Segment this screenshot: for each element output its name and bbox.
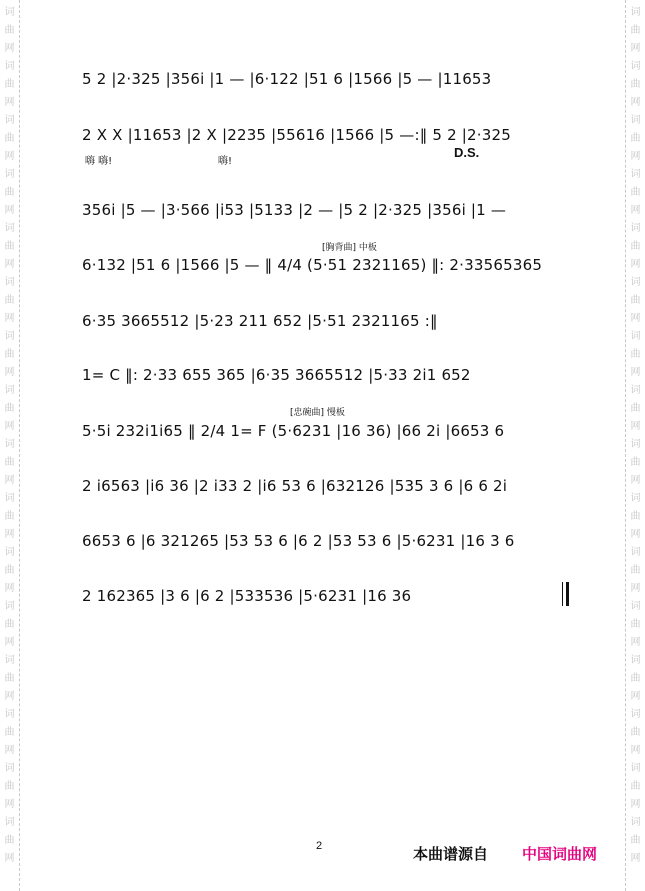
watermark-char: 曲 <box>630 673 641 684</box>
section-label-2: [忠碗曲] 慢板 <box>290 408 345 418</box>
watermark-char: 网 <box>4 151 15 162</box>
footer-site-name: 中国词曲网 <box>522 845 598 863</box>
watermark-char: 词 <box>4 493 15 504</box>
watermark-char: 曲 <box>630 835 641 846</box>
watermark-char: 曲 <box>630 781 641 792</box>
watermark-char: 网 <box>4 529 15 540</box>
watermark-char: 网 <box>630 799 641 810</box>
final-barline-thick <box>566 582 569 606</box>
watermark-char: 曲 <box>4 241 15 252</box>
watermark-char: 词 <box>4 223 15 234</box>
watermark-char: 网 <box>4 43 15 54</box>
watermark-char: 词 <box>630 709 641 720</box>
watermark-char: 网 <box>4 745 15 756</box>
watermark-char: 词 <box>630 439 641 450</box>
score-line-10: 2 162365 |3 6 |6 2 |533536 |5·6231 |16 36 <box>82 587 412 605</box>
watermark-char: 网 <box>630 853 641 864</box>
watermark-char: 曲 <box>4 511 15 522</box>
watermark-char: 词 <box>630 763 641 774</box>
watermark-char: 词 <box>4 115 15 126</box>
watermark-char: 网 <box>4 313 15 324</box>
score-line-2: 2 X X |11653 |2 X |2235 |55616 |1566 |5 —:‖ 5 2 |2·325 <box>82 126 511 144</box>
watermark-char: 网 <box>630 43 641 54</box>
score-line-5: 6·35 3665512 |5·23 211 652 |5·51 2321165 :‖ <box>82 312 438 330</box>
watermark-char: 词 <box>630 277 641 288</box>
watermark-char: 网 <box>630 367 641 378</box>
watermark-char: 网 <box>630 745 641 756</box>
watermark-char: 曲 <box>630 619 641 630</box>
watermark-char: 曲 <box>4 403 15 414</box>
watermark-char: 曲 <box>630 79 641 90</box>
watermark-char: 曲 <box>630 457 641 468</box>
watermark-char: 词 <box>4 331 15 342</box>
score-line-3: 356i |5 — |3·566 |i53 |5133 |2 — |5 2 |2·325 |356i |1 — <box>82 201 507 219</box>
watermark-char: 网 <box>4 799 15 810</box>
lyric-hai: 嗨! <box>218 156 233 167</box>
watermark-char: 网 <box>630 205 641 216</box>
watermark-char: 网 <box>4 853 15 864</box>
watermark-char: 词 <box>4 547 15 558</box>
watermark-char: 曲 <box>4 673 15 684</box>
watermark-char: 词 <box>4 439 15 450</box>
score-line-7: 5·5i 232i1i65 ‖ 2/4 1= F (5·6231 |16 36) |66 2i |6653 6 <box>82 422 505 440</box>
watermark-char: 网 <box>4 205 15 216</box>
watermark-char: 网 <box>630 313 641 324</box>
watermark-char: 网 <box>630 637 641 648</box>
watermark-char: 词 <box>630 223 641 234</box>
watermark-char: 曲 <box>4 835 15 846</box>
watermark-char: 词 <box>630 169 641 180</box>
watermark-char: 网 <box>630 421 641 432</box>
watermark-char: 词 <box>630 61 641 72</box>
right-watermark-strip <box>625 0 645 891</box>
watermark-char: 网 <box>4 259 15 270</box>
watermark-char: 词 <box>630 115 641 126</box>
watermark-char: 曲 <box>4 781 15 792</box>
watermark-char: 词 <box>4 7 15 18</box>
watermark-char: 曲 <box>630 187 641 198</box>
watermark-char: 网 <box>630 475 641 486</box>
watermark-char: 网 <box>630 529 641 540</box>
score-line-9: 6653 6 |6 321265 |53 53 6 |6 2 |53 53 6 |5·6231 |16 3 6 <box>82 532 515 550</box>
watermark-char: 曲 <box>630 403 641 414</box>
watermark-char: 词 <box>630 817 641 828</box>
watermark-char: 网 <box>4 583 15 594</box>
ds-mark: D.S. <box>454 145 480 160</box>
watermark-char: 词 <box>4 61 15 72</box>
watermark-char: 词 <box>4 169 15 180</box>
watermark-char: 词 <box>630 655 641 666</box>
watermark-char: 词 <box>4 601 15 612</box>
watermark-char: 曲 <box>630 349 641 360</box>
footer-source-label: 本曲谱源自 <box>413 845 489 863</box>
watermark-char: 网 <box>630 97 641 108</box>
watermark-char: 网 <box>630 691 641 702</box>
watermark-char: 词 <box>4 763 15 774</box>
watermark-char: 网 <box>4 97 15 108</box>
score-line-1: 5 2 |2·325 |356i |1 — |6·122 |51 6 |1566 |5 — |11653 <box>82 70 492 88</box>
watermark-char: 网 <box>630 259 641 270</box>
page-number: 2 <box>316 840 323 852</box>
section-label-1: [胸背曲] 中板 <box>322 243 377 253</box>
watermark-char: 曲 <box>4 457 15 468</box>
watermark-char: 词 <box>4 709 15 720</box>
watermark-char: 词 <box>630 385 641 396</box>
watermark-char: 曲 <box>4 565 15 576</box>
watermark-char: 网 <box>4 367 15 378</box>
score-line-8: 2 i6563 |i6 36 |2 i33 2 |i6 53 6 |632126 |535 3 6 |6 6 2i <box>82 477 508 495</box>
watermark-char: 曲 <box>4 25 15 36</box>
watermark-char: 网 <box>630 583 641 594</box>
final-barline-thin <box>562 582 563 606</box>
lyric-hai-hai: 嗨 嗨! <box>85 156 113 167</box>
score-line-4: 6·132 |51 6 |1566 |5 — ‖ 4/4 (5·51 2321165) ‖: 2·33565365 <box>82 256 543 274</box>
watermark-char: 曲 <box>4 349 15 360</box>
watermark-char: 词 <box>4 277 15 288</box>
watermark-char: 词 <box>630 331 641 342</box>
score-line-6: 1= C ‖: 2·33 655 365 |6·35 3665512 |5·33 2i1 652 <box>82 366 471 384</box>
watermark-char: 网 <box>4 421 15 432</box>
watermark-char: 网 <box>4 475 15 486</box>
watermark-char: 曲 <box>630 565 641 576</box>
watermark-char: 曲 <box>630 727 641 738</box>
watermark-char: 曲 <box>630 295 641 306</box>
watermark-char: 曲 <box>4 187 15 198</box>
watermark-char: 网 <box>4 691 15 702</box>
watermark-char: 词 <box>630 7 641 18</box>
watermark-char: 词 <box>630 547 641 558</box>
watermark-char: 曲 <box>630 25 641 36</box>
watermark-char: 曲 <box>4 79 15 90</box>
watermark-char: 曲 <box>4 133 15 144</box>
watermark-char: 词 <box>4 385 15 396</box>
watermark-char: 词 <box>630 493 641 504</box>
watermark-char: 网 <box>4 637 15 648</box>
watermark-char: 词 <box>4 817 15 828</box>
watermark-char: 曲 <box>630 511 641 522</box>
watermark-char: 曲 <box>630 241 641 252</box>
watermark-char: 词 <box>4 655 15 666</box>
watermark-char: 曲 <box>630 133 641 144</box>
watermark-char: 网 <box>630 151 641 162</box>
watermark-char: 词 <box>630 601 641 612</box>
watermark-char: 曲 <box>4 295 15 306</box>
watermark-char: 曲 <box>4 727 15 738</box>
watermark-char: 曲 <box>4 619 15 630</box>
left-watermark-strip <box>0 0 20 891</box>
